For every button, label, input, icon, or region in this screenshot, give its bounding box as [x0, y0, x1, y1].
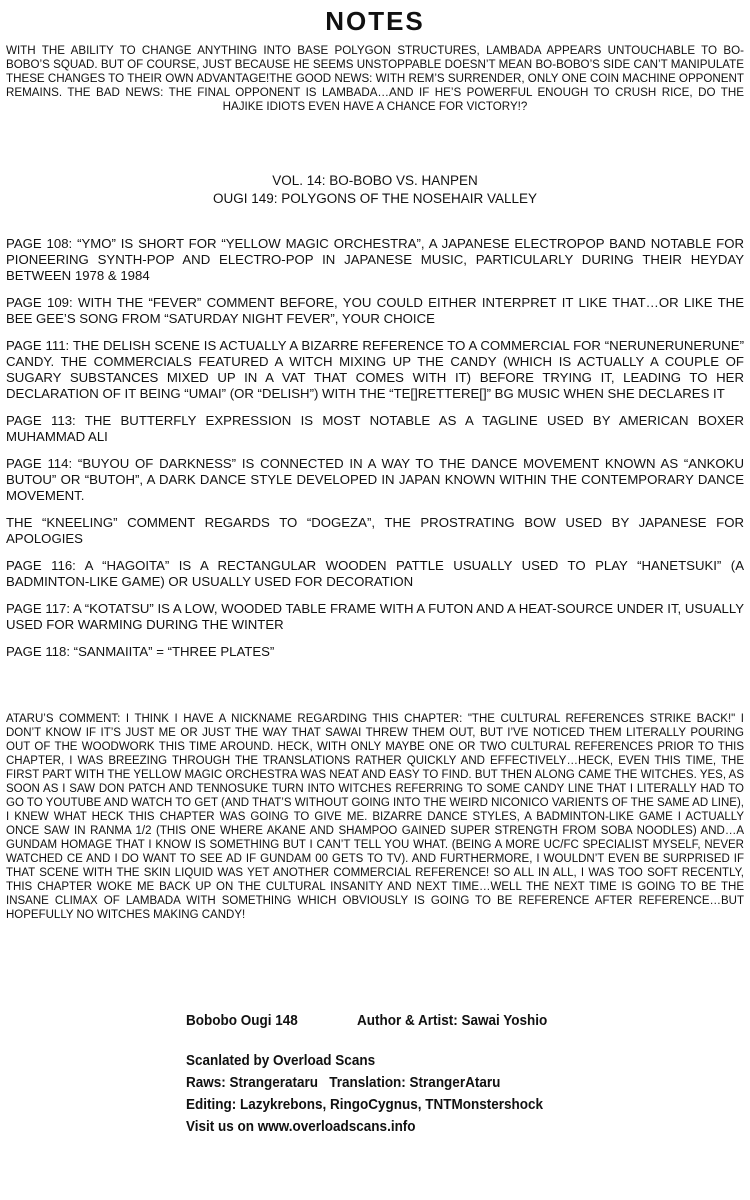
- note-item: PAGE 116: A “HAGOITA” IS A RECTANGULAR WOODEN PATTLE USUALLY USED TO PLAY “HANETSUKI” (A BADMINTON-LIKE GAME) OR USUALLY USED FOR DECORATION: [6, 558, 744, 589]
- note-item: THE “KNEELING” COMMENT REGARDS TO “DOGEZA”, THE PROSTRATING BOW USED BY JAPANESE FOR APOLOGIES: [6, 515, 744, 546]
- notes-list: [6, 236, 744, 671]
- editing-line: Editing: Lazykrebons, RingoCygnus, TNTMonstershock: [186, 1096, 544, 1113]
- chapter-heading: [0, 172, 750, 208]
- volume-title: VOL. 14: BO-BOBO VS. HANPEN: [272, 173, 478, 188]
- website-line: Visit us on www.overloadscans.info: [186, 1118, 416, 1135]
- chapter-title: OUGI 149: POLYGONS OF THE NOSEHAIR VALLEY: [212, 191, 538, 206]
- note-item: PAGE 113: THE BUTTERFLY EXPRESSION IS MOST NOTABLE AS A TAGLINE USED BY AMERICAN BOXER MUHAMMAD ALI: [6, 413, 744, 444]
- note-item: PAGE 114: “BUYOU OF DARKNESS” IS CONNECTED IN A WAY TO THE DANCE MOVEMENT KNOWN AS “ANKOKU BUTOU” OR “BUTOH”, A DARK DANCE STYLE DEVELOPED IN JAPAN KNOWN WITHIN THE CONTEMPORARY DANCE MOVEMENT.: [6, 456, 744, 503]
- note-item: PAGE 109: WITH THE “FEVER” COMMENT BEFORE, YOU COULD EITHER INTERPRET IT LIKE THAT…OR LIKE THE BEE GEE’S SONG FROM “SATURDAY NIGHT FEVER”, YOUR CHOICE: [6, 295, 744, 326]
- raws-translation-line: Raws: Strangerataru Translation: StrangerAtaru: [186, 1074, 501, 1091]
- credits-header-row: [186, 1010, 654, 1032]
- intro-paragraph: [6, 44, 744, 114]
- scanlator-line: Scanlated by Overload Scans: [186, 1052, 376, 1069]
- comment-text: ATARU’S COMMENT: I THINK I HAVE A NICKNAME REGARDING THIS CHAPTER: "THE CULTURAL REFERENCES STRIKE BACK!" I DON’T KNOW IF IT’S JUST ME OR JUST THE WAY THAT SAWAI THREW THEM OUT, BUT I’VE NOTICED THEM LITERALLY POURING OUT OF THE WOODWORK THIS TIME AROUND. HECK, WITH ONLY MAYBE ONE OR TWO CULTURAL REFERENCES PRIOR TO THIS CHAPTER, I WAS BREEZING THROUGH THE TRANSLATIONS RATHER QUICKLY AND EFFECTIVELY…HECK, EVEN THIS TIME, THE FIRST PART WITH THE YELLOW MAGIC ORCHESTRA WAS NEAT AND EASY TO FIND. BUT THEN ALONG CAME THE WITCHES. YES, AS SOON AS I SAW DON PATCH AND TENNOSUKE TURN INTO WITCHES REFERRING TO SOME CANDY LINE THAT I LITERALLY HAD TO GO TO YOUTUBE AND WATCH TO GET (AND THAT’S WITHOUT GOING INTO THE WEIRD NICONICO VARIENTS OF THE SAME AD LINE), I KNEW WHAT HECK THIS CHAPTER WAS GOING TO GIVE ME. BIZARRE DANCE STYLES, A BADMINTON-LIKE GAME I ACTUALLY ONCE SAW IN RANMA 1/2 (THIS ONE WHERE AKANE AND SHAMPOO GAINED SUPER STRENGTH FROM SOBA NOODLES) AND…A GUNDAM HOMAGE THAT I KNOW IS SOMETHING BUT I CAN’T TELL YOU WHAT. (BEING A MORE UC/FC SPECIALIST MYSELF, NEVER WATCHED CE AND I DO WANT TO SEE AD IF GUNDAM 00 GETS TO TV). AND FURTHERMORE, I WOULDN’T EVEN BE SURPRISED IF THAT SCENE WITH THE SKIN LIQUID WAS YET ANOTHER COMMERCIAL REFERENCE! SO ALL IN ALL, I WAS TOO SOFT RECENTLY, THIS CHAPTER WOKE ME BACK UP ON THE CULTURAL INSANITY AND NEXT TIME…WELL THE NEXT TIME IS GOING TO BE THE INSANE CLIMAX OF LAMBADA WITH SOMETHING WHICH OBVIOUSLY IS GOING TO BE REFERENCE AFTER REFERENCE…BUT HOPEFULLY NO WITCHES MAKING CANDY!: [6, 713, 744, 921]
- intro-text: WITH THE ABILITY TO CHANGE ANYTHING INTO BASE POLYGON STRUCTURES, LAMBADA APPEARS UNTOUCHABLE TO BO-BOBO’S SQUAD. BUT OF COURSE, JUST BECAUSE HE SEEMS UNSTOPPABLE DOESN’T MEAN BO-BOBO’S SIDE CAN’T MANIPULATE THESE CHANGES TO THEIR OWN ADVANTAGE!THE GOOD NEWS: WITH REM’S SURRENDER, ONLY ONE COIN MACHINE OPPONENT REMAINS. THE BAD NEWS: THE FINAL OPPONENT IS LAMBADA…AND IF HE’S POWERFUL ENOUGH TO CRUSH RICE, DO THE HAJIKE IDIOTS EVEN HAVE A CHANCE FOR VICTORY!?: [6, 44, 744, 113]
- translator-comment: [6, 712, 744, 922]
- page-title: NOTES: [325, 6, 425, 36]
- author-label: Author & Artist: Sawai Yoshio: [357, 1012, 548, 1029]
- note-item: PAGE 117: A “KOTATSU” IS A LOW, WOODED TABLE FRAME WITH A FUTON AND A HEAT-SOURCE UNDER IT, USUALLY USED FOR WARMING DURING THE WINTER: [6, 601, 744, 632]
- credits-block: [186, 1010, 654, 1138]
- note-item: PAGE 108: “YMO” IS SHORT FOR “YELLOW MAGIC ORCHESTRA”, A JAPANESE ELECTROPOP BAND NOTABLE FOR PIONEERING SYNTH-POP AND ELECTRO-POP IN JAPANESE MUSIC, PARTICULARLY DURING THEIR HEYDAY BETWEEN 1978 & 1984: [6, 236, 744, 283]
- series-label: Bobobo Ougi 148: [186, 1012, 298, 1029]
- note-item: PAGE 111: THE DELISH SCENE IS ACTUALLY A BIZARRE REFERENCE TO A COMMERCIAL FOR “NERUNERUNERUNE” CANDY. THE COMMERCIALS FEATURED A WITCH MIXING UP THE CANDY (WHICH IS ACTUALLY A COUPLE OF SUGARY SUBSTANCES MIXED UP IN A VAT THAT COMES WITH IT) BEFORE TRYING IT, LEADING TO HER DECLARATION OF IT BEING “UMAI” (OR “DELISH”) WITH THE “TE[]RETTERE[]” BG MUSIC WHEN SHE DECLARES IT: [6, 338, 744, 401]
- note-item: PAGE 118: “SANMAIITA” = “THREE PLATES”: [6, 644, 275, 659]
